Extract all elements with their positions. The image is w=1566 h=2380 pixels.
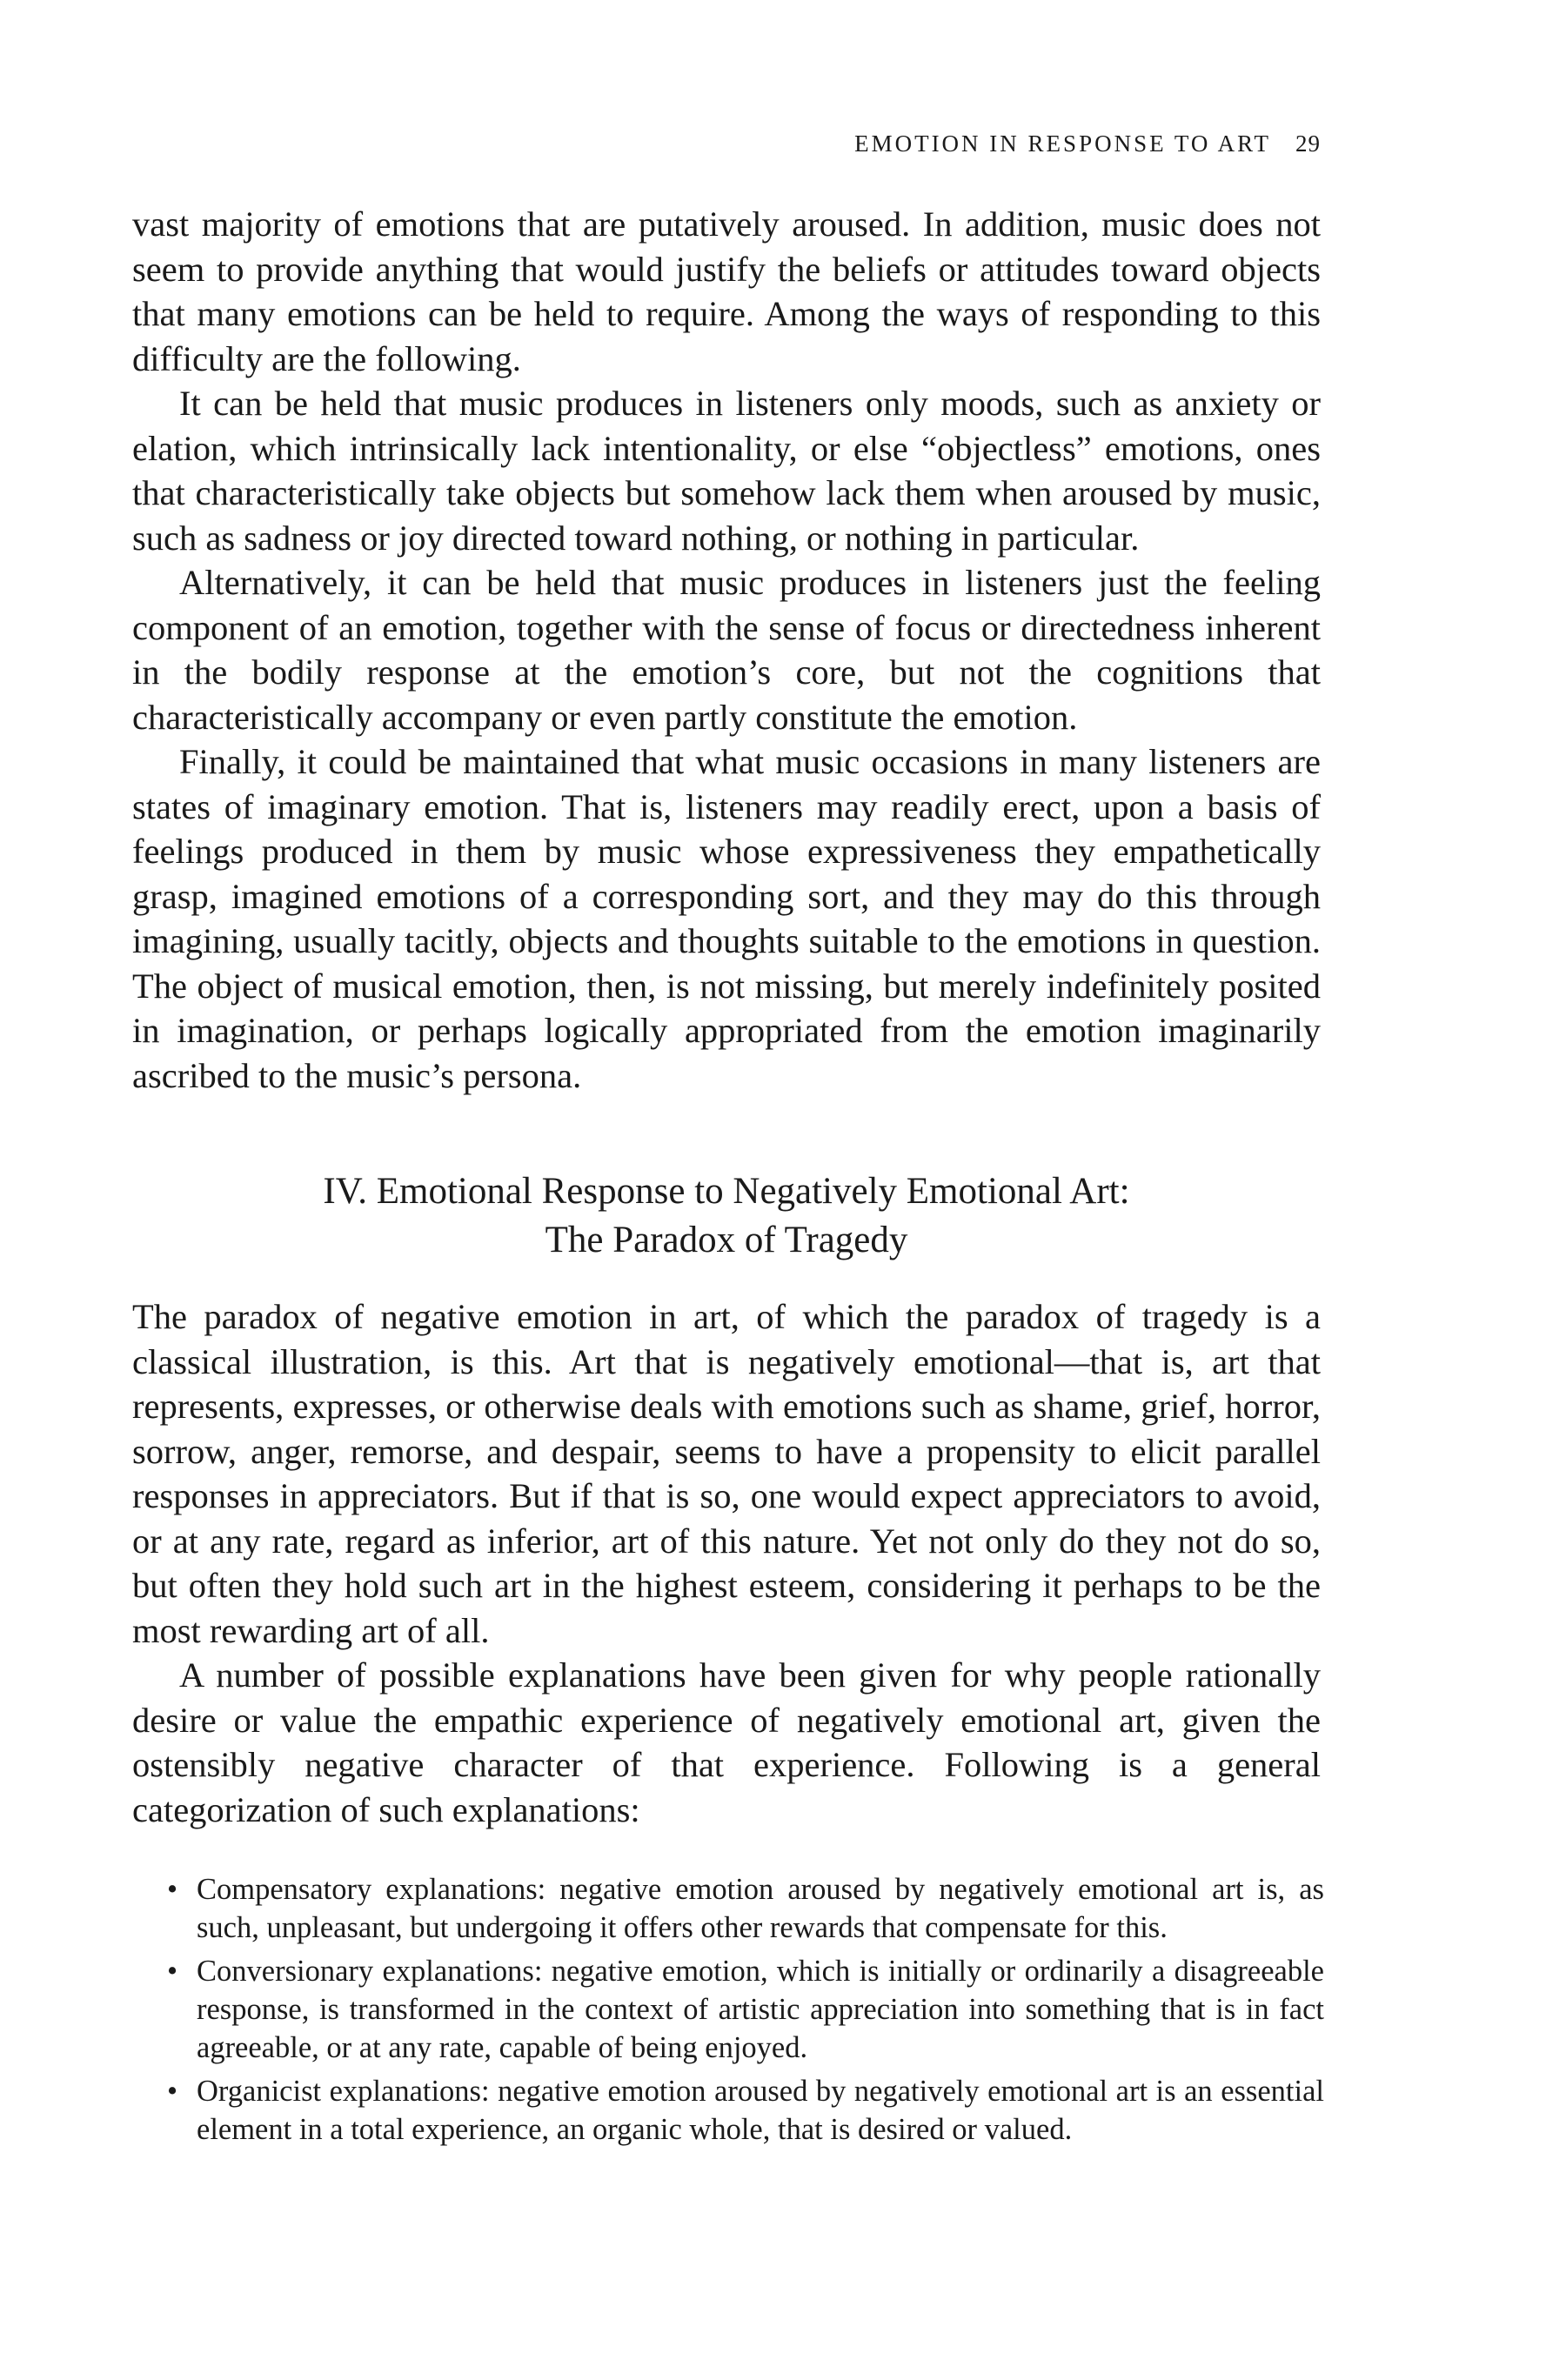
section-heading-line: The Paradox of Tragedy [545,1220,908,1260]
explanations-list [132,1870,1324,2149]
page-number: 29 [1295,130,1321,157]
list-item [167,1870,1324,1947]
list-item [167,2072,1324,2149]
bullet-icon: • [167,2075,178,2108]
list-item-text: Compensatory explanations: negative emotion aroused by negatively emotional art is, as such, unpleasant, but undergoing it offers other rewards that compensate for this. [197,1873,1324,1944]
bullet-icon: • [167,1873,178,1906]
list-item-text: Organicist explanations: negative emotion aroused by negatively emotional art is an essential element in a total experience, an organic whole, that is desired or valued. [197,2075,1324,2146]
paragraph: Alternatively, it can be held that music produces in listeners just the feeling component of an emotion, together with the sense of focus or directedness inherent in the bodily response at the emotion’s core, but not the cognitions that characteristically accompany or even partly constitute the emotion. [132,563,1321,737]
section-heading [132,1167,1321,1265]
section-heading-line: IV. Emotional Response to Negatively Emotional Art: [323,1171,1130,1212]
paragraph: The paradox of negative emotion in art, of which the paradox of tragedy is a classical illustration, is this. Art that is negatively emotional—that is, art that represents, expresses, or otherwise deals with emotions such as shame, grief, horror, sorrow, anger, remorse, and despair, seems to have a propensity to elicit parallel responses in appreciators. But if that is so, one would expect appreciators to avoid, or at any rate, regard as inferior, art of this nature. Yet not only do they not do so, but often they hold such art in the highest esteem, considering it perhaps to be the most rewarding art of all. [132,1297,1321,1650]
list-item-text: Conversionary explanations: negative emotion, which is initially or ordinarily a disagreeable response, is transformed in the context of artistic appreciation into something that is in fact agreeable, or at any rate, capable of being enjoyed. [197,1955,1324,2064]
paragraph: It can be held that music produces in listeners only moods, such as anxiety or elation, which intrinsically lack intentionality, or else “objectless” emotions, ones that characteristically take objects but somehow lack them when aroused by music, such as sadness or joy directed toward nothing, or nothing in particular. [132,384,1321,558]
list-item [167,1952,1324,2067]
paragraph: vast majority of emotions that are putatively aroused. In addition, music does not seem to provide anything that would justify the beliefs or attitudes toward objects that many emotions can be held to require. Among the ways of responding to this difficulty are the following. [132,204,1321,378]
body-text [132,202,1324,2154]
running-head [132,130,1321,157]
paragraph: Finally, it could be maintained that what music occasions in many listeners are states of imaginary emotion. That is, listeners may readily erect, upon a basis of feelings produced in them by music whose expressiveness they empathetically grasp, imagined emotions of a corresponding sort, and they may do this through imagining, usually tacitly, objects and thoughts suitable to the emotions in question. The object of musical emotion, then, is not missing, but merely indefinitely posited in imagination, or perhaps logically appropriated from the emotion imaginarily ascribed to the music’s persona. [132,742,1321,1095]
paragraph: A number of possible explanations have been given for why people rationally desire or value the empathic experience of negatively emotional art, given the ostensibly negative character of that experience. Following is a general categorization of such explanations: [132,1655,1321,1829]
running-head-title: EMOTION IN RESPONSE TO ART [854,130,1271,157]
book-page [132,0,1324,2380]
bullet-icon: • [167,1955,178,1988]
